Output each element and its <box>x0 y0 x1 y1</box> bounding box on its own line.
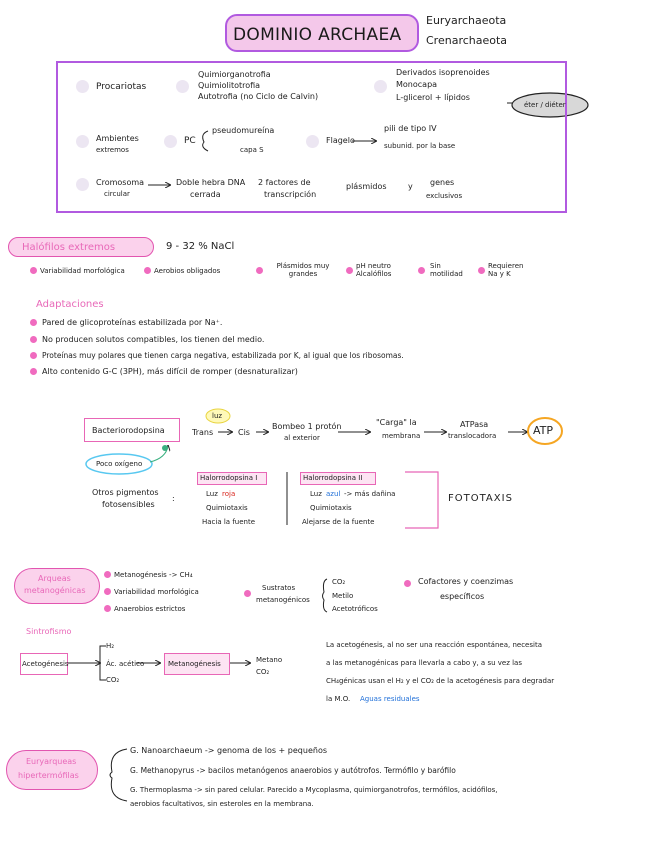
procariotas-label: Procariotas <box>96 82 147 92</box>
pc-1: pseudomureína <box>212 126 275 135</box>
adapt-bullet-1 <box>30 319 37 326</box>
bullet-flagelo <box>306 135 319 148</box>
chain-3: plásmidos <box>346 182 387 191</box>
bullet-lipids <box>374 80 387 93</box>
metano-prop-2: Variabilidad morfológica <box>114 588 199 596</box>
otros-colon: : <box>172 494 175 503</box>
chain-y: y <box>408 182 413 191</box>
metanogenicas-label-1: Arqueas <box>38 574 71 583</box>
trans-label: Trans <box>192 428 214 437</box>
cromosoma-1: Cromosoma <box>96 178 145 187</box>
chain-4b: exclusivos <box>426 192 463 200</box>
lipids-1: Derivados isoprenoides <box>396 68 490 77</box>
metano-bullet-3 <box>104 605 111 612</box>
h1-line1-b: roja <box>222 490 236 498</box>
adapt-1: Pared de glicoproteínas estabilizada por Na⁺. <box>42 318 223 327</box>
euryarqueas-label-1: Euryarqueas <box>26 757 77 766</box>
sintro-acetico: Ác. acético <box>106 660 145 668</box>
phylum-crenarchaeota: Crenarchaeota <box>426 34 508 47</box>
h2-title: Halorrodopsina II <box>303 474 363 482</box>
aguas-residuales: Aguas residuales <box>360 695 420 703</box>
pc-label: PC <box>184 136 196 146</box>
sintro-text-4: la M.O. <box>326 695 351 703</box>
sintro-text-2: a las metanogénicas para llevarla a cabo y, a su vez las <box>326 659 522 667</box>
halo-prop-bullet-2 <box>144 267 151 274</box>
sintro-metano: Metano <box>256 656 283 664</box>
bombeo-1: Bombeo 1 protón <box>272 422 342 431</box>
pc-2: capa S <box>240 146 264 154</box>
halofilos-label: Halófilos extremos <box>22 242 116 253</box>
chain-1b: cerrada <box>190 190 221 199</box>
adapt-3: Proteínas muy polares que tienen carga negativa, estabilizada por K, al igual que los ribosomas. <box>42 351 404 360</box>
adapt-2: No producen solutos compatibles, los tienen del medio. <box>42 335 265 344</box>
sintro-text-3: CH₄génicas usan el H₂ y el CO₂ de la acetogénesis para degradar <box>326 677 555 685</box>
eury-item-2: G. Methanopyrus -> bacilos metanógenos anaerobios y autótrofos. Termófilo y barófilo <box>130 766 456 775</box>
sustrato-acetotroficos: Acetotróficos <box>332 605 378 613</box>
h1-line1-a: Luz <box>206 490 218 498</box>
sustratos-bullet <box>244 590 251 597</box>
page-title: DOMINIO ARCHAEA <box>233 25 402 45</box>
flagelo-label: Flagelo <box>326 136 355 145</box>
adapt-4: Alto contenido G-C (3PH), más difícil de romper (desnaturalizar) <box>42 367 298 376</box>
otros-1: Otros pigmentos <box>92 488 159 497</box>
adapt-bullet-2 <box>30 336 37 343</box>
h1-line2: Quimiotaxis <box>206 504 248 512</box>
metano-bullet-1 <box>104 571 111 578</box>
lipids-2: Monocapa <box>396 80 438 89</box>
metanogenicas-label-2: metanogénicas <box>24 586 86 595</box>
eury-item-3: G. Thermoplasma -> sin pared celular. Parecido a Mycoplasma, quimiorganotrofos, termófilos, acidófilos, <box>130 786 498 794</box>
nutrition-2: Quimiolitotrofia <box>198 81 261 90</box>
halo-prop-bullet-3 <box>256 267 263 274</box>
halo-prop-5: Sin motilidad <box>430 262 463 278</box>
ambientes-1: Ambientes <box>96 134 139 143</box>
atpasa-1: ATPasa <box>460 420 489 429</box>
h2-line2: Quimiotaxis <box>310 504 352 512</box>
metano-prop-1: Metanogénesis -> CH₄ <box>114 571 193 579</box>
bullet-pc <box>164 135 177 148</box>
bullet-procariotas <box>76 80 89 93</box>
h1-line3: Hacia la fuente <box>202 518 256 526</box>
nutrition-1: Quimiorganotrofia <box>198 70 271 79</box>
ambientes-2: extremos <box>96 146 129 154</box>
cromosoma-2: circular <box>104 190 130 198</box>
flagelo-2: subunid. por la base <box>384 142 456 150</box>
halo-prop-bullet-6 <box>478 267 485 274</box>
nacl-range: 9 - 32 % NaCl <box>166 241 235 252</box>
sustratos-1: Sustratos <box>262 584 296 592</box>
chain-4a: genes <box>430 178 455 187</box>
eury-item-1: G. Nanoarchaeum -> genoma de los + pequeños <box>130 746 328 755</box>
halo-prop-2: Aerobios obligados <box>154 267 221 275</box>
carga-1: "Carga" la <box>376 418 417 427</box>
nutrition-3: Autotrofia (no Ciclo de Calvin) <box>198 92 319 101</box>
halo-prop-6: Requieren Na y K <box>488 262 524 278</box>
cofactores-1: Cofactores y coenzimas <box>418 577 514 586</box>
h2-line1-a: Luz <box>310 490 322 498</box>
h2-line1-c: -> más dañina <box>344 490 396 498</box>
phylum-euryarchaeota: Euryarchaeota <box>426 14 507 27</box>
euryarqueas-label-2: hipertermófilas <box>18 771 79 780</box>
h1-title: Halorrodopsina I <box>200 474 258 482</box>
euryarqueas-pill <box>6 750 98 790</box>
bacterio-label: Bacteriorodopsina <box>92 426 165 435</box>
h2-line1-b: azul <box>326 490 341 498</box>
h2-line3: Alejarse de la fuente <box>302 518 375 526</box>
adapt-bullet-4 <box>30 368 37 375</box>
bullet-cromosoma <box>76 178 89 191</box>
metano-prop-3: Anaerobios estrictos <box>114 605 186 613</box>
eury-item-3b: aerobios facultativos, sin esteroles en la membrana. <box>130 800 314 808</box>
flagelo-1: pili de tipo IV <box>384 124 437 133</box>
sintro-co2: CO₂ <box>106 676 120 684</box>
poco-oxigeno: Poco oxígeno <box>96 460 143 468</box>
sustrato-metilo: Metilo <box>332 592 354 600</box>
metano-bullet-2 <box>104 588 111 595</box>
adaptaciones-title: Adaptaciones <box>36 299 104 310</box>
adapt-bullet-3 <box>30 352 37 359</box>
halo-prop-3: Plásmidos muy grandes <box>276 262 330 278</box>
acetogenesis-label: Acetogénesis <box>22 660 69 668</box>
chain-1a: Doble hebra DNA <box>176 178 246 187</box>
ester-label: éter / diéter <box>524 101 566 109</box>
cofactores-2: específicos <box>440 592 485 601</box>
chain-2a: 2 factores de <box>258 178 311 187</box>
halo-prop-1: Variabilidad morfológica <box>40 267 125 275</box>
atpasa-2: translocadora <box>448 432 497 440</box>
bullet-nutrition <box>176 80 189 93</box>
sintro-h2: H₂ <box>106 642 115 650</box>
cis-label: Cis <box>238 428 250 437</box>
halo-prop-bullet-4 <box>346 267 353 274</box>
halo-prop-4: pH neutro Alcalófilos <box>356 262 392 278</box>
sustrato-co2: CO₂ <box>332 578 346 586</box>
metanogenesis-label: Metanogénesis <box>168 660 221 668</box>
otros-2: fotosensibles <box>102 500 155 509</box>
fototaxis-label: FOTOTAXIS <box>448 493 513 504</box>
sintro-text-1: La acetogénesis, al no ser una reacción espontánea, necesita <box>326 641 542 649</box>
sintrofismo-title: Sintrofismo <box>26 627 72 636</box>
bombeo-2: al exterior <box>284 434 320 442</box>
atp-label: ATP <box>533 424 554 437</box>
halo-prop-bullet-5 <box>418 267 425 274</box>
lipids-3: L-glicerol + lípidos <box>396 93 470 102</box>
cofactores-bullet <box>404 580 411 587</box>
carga-2: membrana <box>382 432 421 440</box>
halo-prop-bullet-1 <box>30 267 37 274</box>
sustratos-2: metanogénicos <box>256 596 310 604</box>
bullet-ambientes <box>76 135 89 148</box>
chain-2b: transcripción <box>264 190 317 199</box>
luz-label: luz <box>212 412 223 420</box>
sintro-metano-co2: CO₂ <box>256 668 270 676</box>
